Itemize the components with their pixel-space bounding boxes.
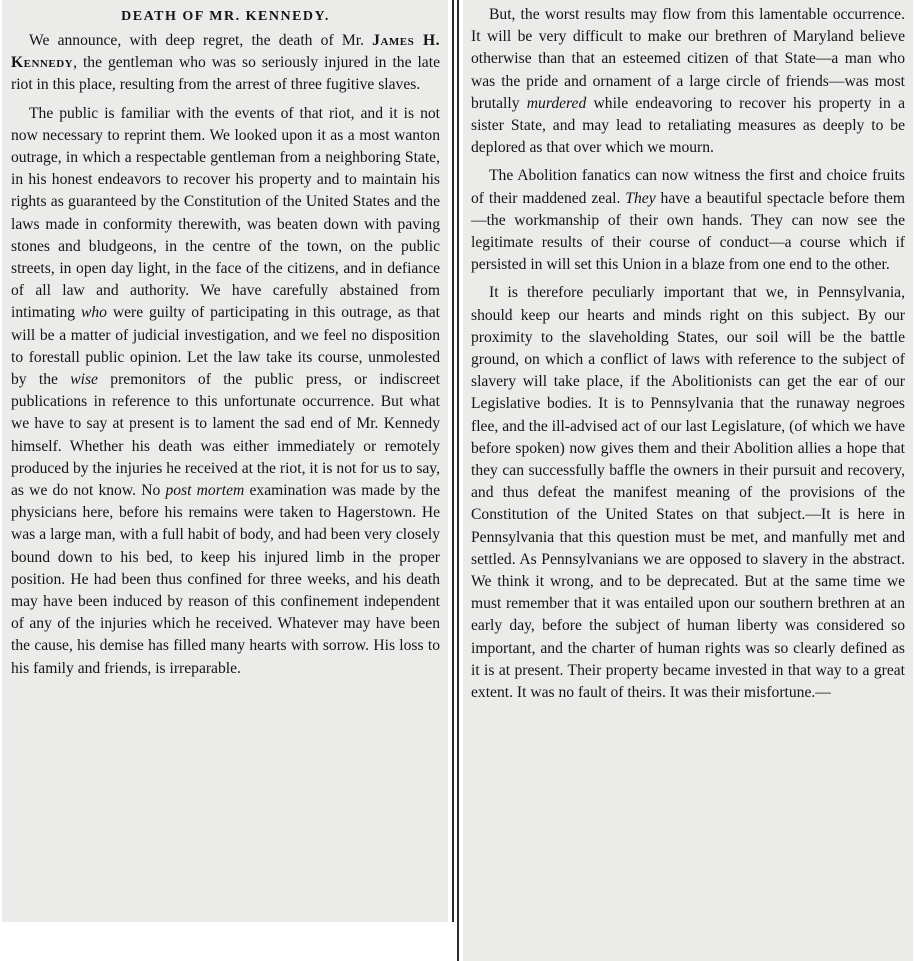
italic-text: wise: [70, 371, 98, 389]
paragraph-1: [11, 30, 440, 97]
text-run: It is therefore peculiarly important that we, in Pennsylvania, should keep our hearts and minds right on this subject. By our proximity to the slaveholding States, our soil will be the battle ground, on which a conflict of laws with reference to the subject of slavery will take place, if the Abolitionists can get the ear of our Legislative bodies. It is to Pennsylvania that the runaway negroes flee, and the ill-advised act of our last Legislature, (of which we have before spoken) now gives them and their Abolition allies a hope that they can successfully baffle the owners in their pursuit and recovery, and thus defeat the manifest meaning of the provisions of the Constitution of the United States on that subject.—It is here in Pennsylvania that this question must be met, and manfully met and settled. As Pennsylvanians we are opposed to slavery in the abstract. We think it wrong, and to be deprecated. But at the same time we must remember that it was entailed upon our southern brethren at an early day, before the subject of human liberty was considered so important, and the charter of human rights was so clearly defined as it is at present. Their property became invested in that way to a great extent. It was no fault of theirs. It was their misfortune.—: [471, 284, 905, 702]
text-run: have a beautiful spectacle before them—the workmanship of their own hands. They can now see the legitimate results of their course of conduct—a course which if persisted in will set this Union in a blaze from one end to the other.: [471, 189, 905, 274]
text-run: We announce, with deep regret, the death of Mr.: [29, 32, 373, 49]
italic-text: murdered: [526, 94, 587, 112]
italic-text: post mortem: [165, 482, 245, 500]
column-rule: [457, 0, 459, 961]
text-run: The Abolition fanatics can now witness the first and choice fruits of their maddened zeal.: [471, 167, 905, 207]
italic-text: They: [625, 189, 656, 207]
left-column: [2, 0, 448, 922]
paragraph-5: [471, 282, 905, 704]
text-run: examination was made by the physicians here, before his remains were taken to Hagerstown. He was a large man, with a full habit of body, and had been very closely bound down to his bed, to keep his injured limb in the proper position. He had been thus confined for three weeks, and his death may have been induced by reason of this confinement independent of any of the injuries which he received. Whatever may have been the cause, his demise has filled many hearts with sorrow. His loss to his family and friends, is irreparable.: [11, 482, 441, 677]
text-run: , the gentleman who was so seriously injured in the late riot in this place, resulting from the arrest of three fugitive slaves.: [11, 54, 440, 94]
paragraph-4: [471, 165, 905, 276]
person-name: James H. Kennedy: [11, 32, 440, 72]
column-rule: [452, 0, 454, 922]
italic-text: who: [80, 304, 107, 322]
text-run: were guilty of participating in this outrage, as that will be a matter of judicial investigation, and we feel no disposition to forestall public opinion. Let the law take its course, unmolested by the: [11, 304, 440, 389]
paragraph-3: [471, 4, 905, 159]
text-run: premonitors of the public press, or indiscreet publications in reference to this unfortunate occurrence. But what we have to say at present is to lament the sad end of Mr. Kennedy himself. Whether his death was either immediately or remotely produced by the injuries he received at the riot, it is not for us to say, as we do not know. No: [11, 371, 440, 500]
text-run: while endeavoring to recover his property in a sister State, and may lead to retaliating measures as deeply to be deplored as that over which we mourn.: [471, 94, 905, 157]
right-column: [463, 0, 913, 961]
text-run: The public is familiar with the events of that riot, and it is not now necessary to reprint them. We looked upon it as a most wanton outrage, in which a respectable gentleman from a neighboring State, in his honest endeavors to recover his property and to maintain his rights as guaranteed by the Constitution of the United States and the laws made in conformity therewith, was beaten down with paving stones and bludgeons, in the centre of the town, on the public streets, in open day light, in the face of the citizens, and in defiance of all law and authority. We have carefully abstained from intimating: [11, 104, 440, 322]
paragraph-2: [11, 103, 440, 680]
text-run: But, the worst results may flow from this lamentable occurrence. It will be very difficult to make our brethren of Maryland believe otherwise than that an esteemed citizen of that State—a man who was the pride and ornament of a large circle of friends—was most brutally: [471, 6, 905, 112]
headline: DEATH OF MR. KENNEDY.: [121, 9, 330, 24]
